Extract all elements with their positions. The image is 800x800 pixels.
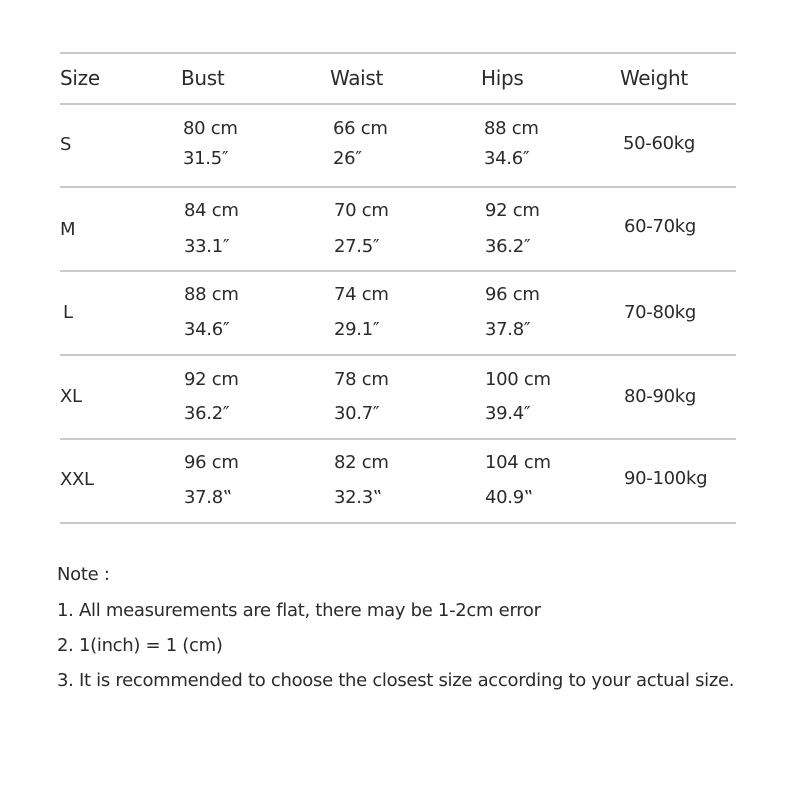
size-label: XXL xyxy=(60,469,94,490)
hips-inch: 37.8″ xyxy=(485,319,531,340)
waist-inch: 27.5″ xyxy=(334,236,380,257)
bust-inch: 31.5″ xyxy=(183,148,229,169)
header-waist: Waist xyxy=(330,66,384,90)
table-top-rule xyxy=(60,52,736,54)
hips-cm: 96 cm xyxy=(485,284,540,305)
header-hips: Hips xyxy=(481,66,524,90)
waist-cm: 70 cm xyxy=(334,200,389,221)
size-label: S xyxy=(60,134,72,155)
note-item: 2. 1(inch) = 1 (cm) xyxy=(57,635,223,656)
hips-inch: 34.6″ xyxy=(484,148,530,169)
table-bottom-rule xyxy=(60,522,736,524)
size-label: M xyxy=(60,219,76,240)
waist-cm: 74 cm xyxy=(334,284,389,305)
note-item: 1. All measurements are flat, there may be 1-2cm error xyxy=(57,600,541,621)
header-bust: Bust xyxy=(181,66,225,90)
weight-range: 60-70kg xyxy=(624,216,697,237)
waist-inch: 32.3‟ xyxy=(334,487,382,508)
bust-cm: 96 cm xyxy=(184,452,239,473)
weight-range: 50-60kg xyxy=(623,133,696,154)
hips-inch: 39.4″ xyxy=(485,403,531,424)
size-label: L xyxy=(63,302,73,323)
waist-cm: 78 cm xyxy=(334,369,389,390)
hips-cm: 92 cm xyxy=(485,200,540,221)
row-rule xyxy=(60,186,736,188)
hips-inch: 36.2″ xyxy=(485,236,531,257)
weight-range: 80-90kg xyxy=(624,386,697,407)
header-size: Size xyxy=(60,66,100,90)
weight-range: 70-80kg xyxy=(624,302,697,323)
header-weight: Weight xyxy=(620,66,688,90)
waist-cm: 82 cm xyxy=(334,452,389,473)
header-bottom-rule xyxy=(60,103,736,105)
hips-cm: 100 cm xyxy=(485,369,551,390)
weight-range: 90-100kg xyxy=(624,468,708,489)
bust-cm: 80 cm xyxy=(183,118,238,139)
waist-cm: 66 cm xyxy=(333,118,388,139)
bust-inch: 37.8‟ xyxy=(184,487,232,508)
bust-cm: 84 cm xyxy=(184,200,239,221)
waist-inch: 30.7″ xyxy=(334,403,380,424)
row-rule xyxy=(60,270,736,272)
waist-inch: 26″ xyxy=(333,148,362,169)
waist-inch: 29.1″ xyxy=(334,319,380,340)
hips-inch: 40.9‟ xyxy=(485,487,533,508)
notes-title: Note : xyxy=(57,564,110,585)
hips-cm: 88 cm xyxy=(484,118,539,139)
bust-inch: 33.1″ xyxy=(184,236,230,257)
row-rule xyxy=(60,438,736,440)
bust-inch: 36.2″ xyxy=(184,403,230,424)
note-item: 3. It is recommended to choose the closest size according to your actual size. xyxy=(57,670,735,691)
size-label: XL xyxy=(60,386,82,407)
bust-inch: 34.6″ xyxy=(184,319,230,340)
hips-cm: 104 cm xyxy=(485,452,551,473)
bust-cm: 92 cm xyxy=(184,369,239,390)
row-rule xyxy=(60,354,736,356)
bust-cm: 88 cm xyxy=(184,284,239,305)
